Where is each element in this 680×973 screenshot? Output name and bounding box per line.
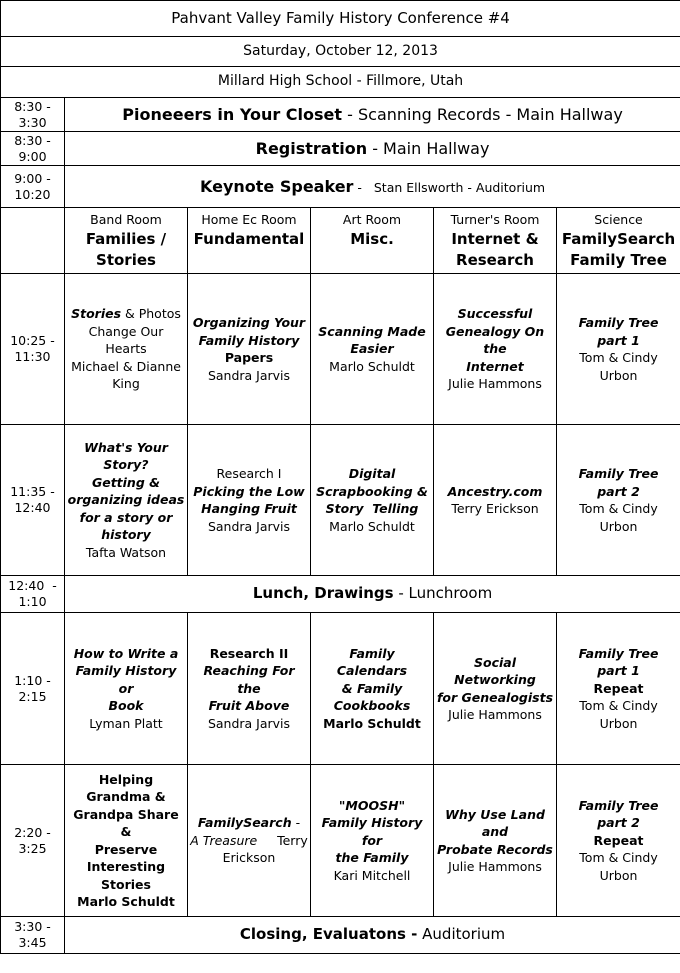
time-header-blank	[1, 208, 65, 274]
session-cell: Family Tree part 2 Repeat Tom & Cindy Urbon	[557, 765, 680, 917]
session-cell: Why Use Land and Probate Records Julie Hammons	[434, 765, 557, 917]
registration-event: Registration - Main Hallway	[65, 132, 680, 166]
session-cell: Family Calendars & Family Cookbooks Marlo Schuldt	[311, 613, 434, 765]
room-header: Science FamilySearch Family Tree	[557, 208, 680, 274]
session-cell: Family Tree part 2 Tom & Cindy Urbon	[557, 425, 680, 576]
time-slot: 11:35 - 12:40	[1, 425, 65, 576]
closing-event: Closing, Evaluatons - Auditorium	[65, 917, 680, 954]
keynote-event: Keynote Speaker - Stan Ellsworth - Auditorium	[65, 166, 680, 208]
time-slot: 9:00 - 10:20	[1, 166, 65, 208]
session-cell: FamilySearch - A Treasure Terry Erickson	[188, 765, 311, 917]
session-cell: Successful Genealogy On the Internet Julie Hammons	[434, 274, 557, 425]
room-header: Turner's Room Internet & Research	[434, 208, 557, 274]
room-header: Band Room Families / Stories	[65, 208, 188, 274]
session-cell: Research I Picking the Low Hanging Fruit Sandra Jarvis	[188, 425, 311, 576]
time-slot: 1:10 - 2:15	[1, 613, 65, 765]
session-cell: Social Networking for Genealogists Julie Hammons	[434, 613, 557, 765]
session-cell: Digital Scrapbooking & Story Telling Marlo Schuldt	[311, 425, 434, 576]
time-slot: 2:20 - 3:25	[1, 765, 65, 917]
session-cell: Helping Grandma & Grandpa Share & Preserve Interesting Stories Marlo Schuldt	[65, 765, 188, 917]
lunch-event: Lunch, Drawings - Lunchroom	[65, 576, 680, 613]
time-slot: 12:40 - 1:10	[1, 576, 65, 613]
session-cell: What's Your Story? Getting & organizing ideas for a story or history Tafta Watson	[65, 425, 188, 576]
session-cell: Research II Reaching For the Fruit Above Sandra Jarvis	[188, 613, 311, 765]
room-header: Art Room Misc.	[311, 208, 434, 274]
session-cell: Organizing Your Family History Papers Sandra Jarvis	[188, 274, 311, 425]
event-location: Millard High School - Fillmore, Utah	[1, 67, 680, 98]
time-slot: 8:30 - 3:30	[1, 98, 65, 132]
all-day-event: Pioneeers in Your Closet - Scanning Records - Main Hallway	[65, 98, 680, 132]
time-slot: 8:30 - 9:00	[1, 132, 65, 166]
session-cell: Stories & Photos Change Our Hearts Michael & Dianne King	[65, 274, 188, 425]
room-header: Home Ec Room Fundamental	[188, 208, 311, 274]
session-cell: Family Tree part 1 Repeat Tom & Cindy Urbon	[557, 613, 680, 765]
session-cell: How to Write a Family History or Book Lyman Platt	[65, 613, 188, 765]
session-cell: Scanning Made Easier Marlo Schuldt	[311, 274, 434, 425]
session-cell: "MOOSH" Family History for the Family Kari Mitchell	[311, 765, 434, 917]
event-date: Saturday, October 12, 2013	[1, 37, 680, 67]
time-slot: 10:25 - 11:30	[1, 274, 65, 425]
time-slot: 3:30 - 3:45	[1, 917, 65, 954]
session-cell: Family Tree part 1 Tom & Cindy Urbon	[557, 274, 680, 425]
session-cell: Ancestry.com Terry Erickson	[434, 425, 557, 576]
page-title: Pahvant Valley Family History Conference #4	[1, 1, 680, 37]
